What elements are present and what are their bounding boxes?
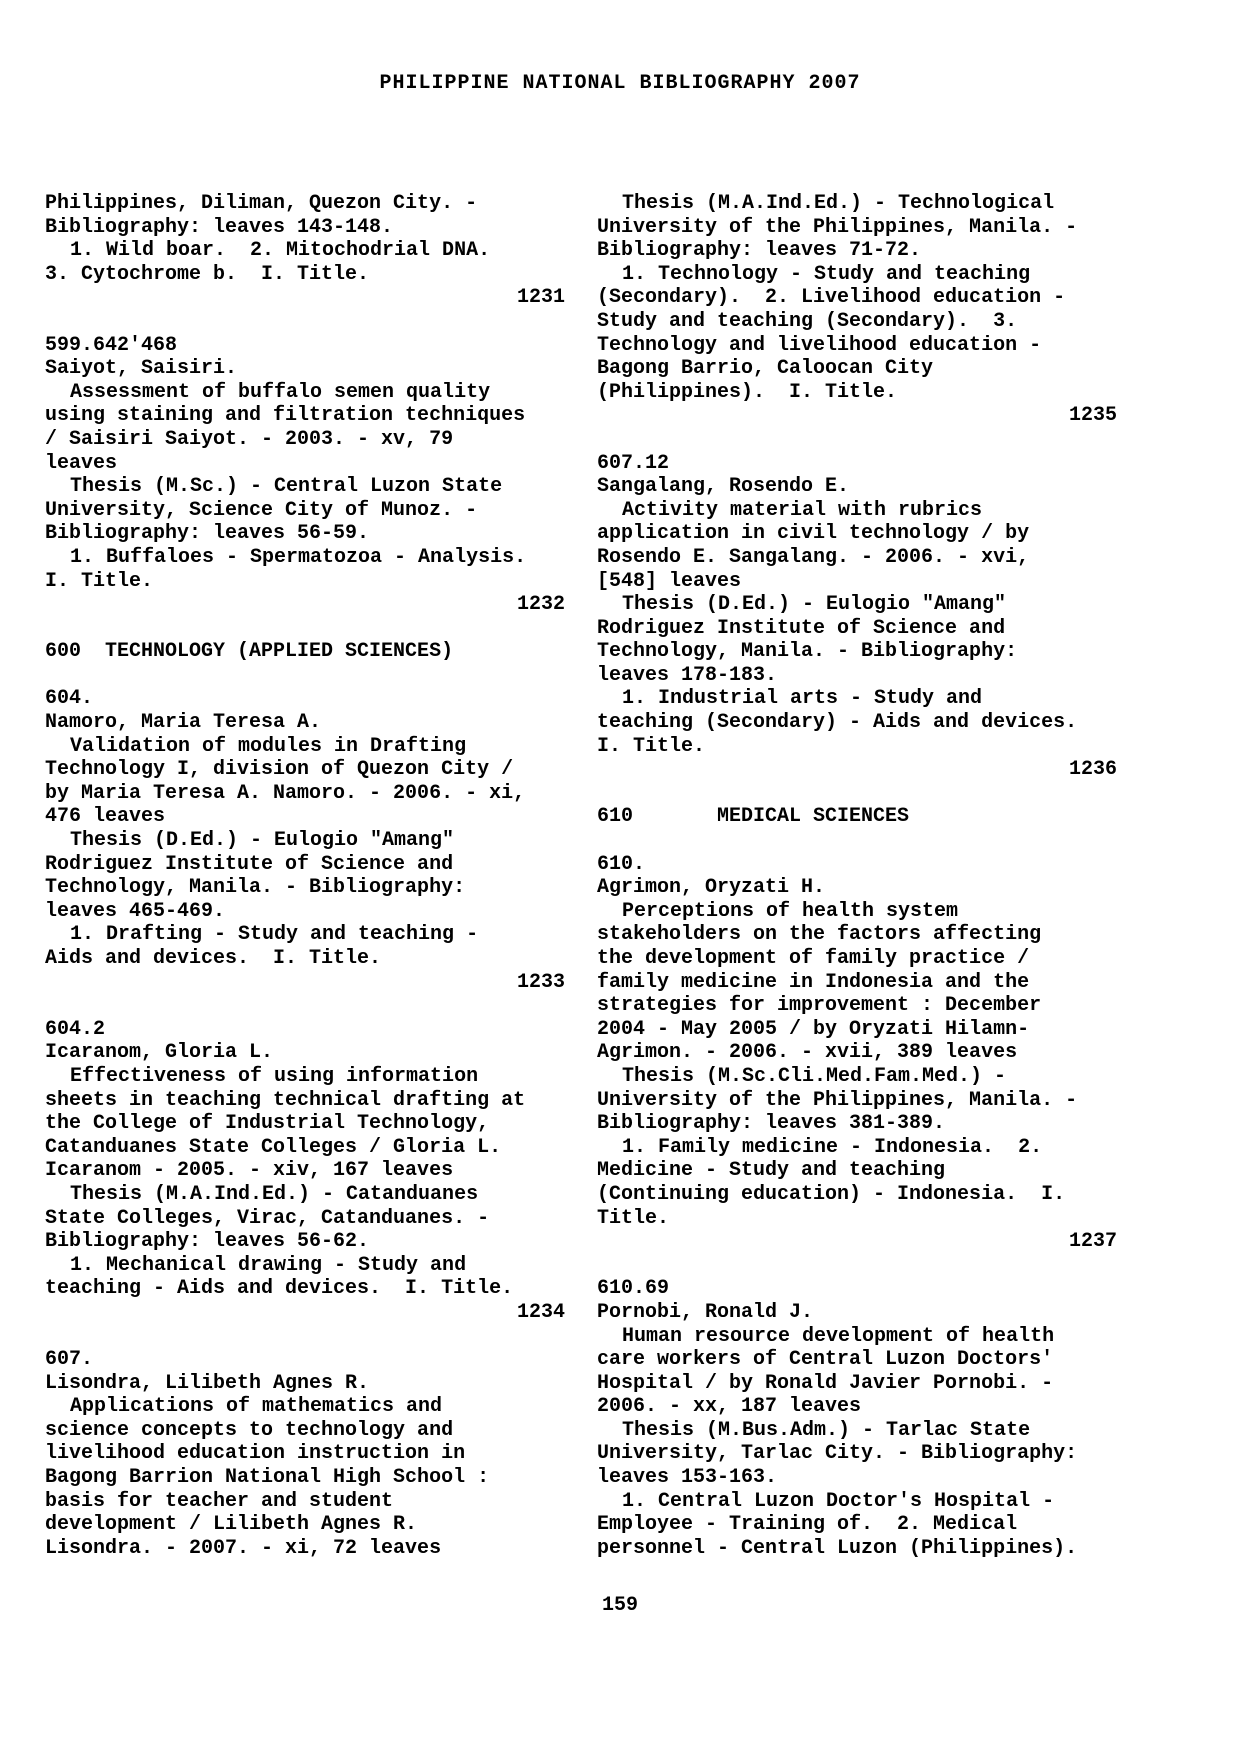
right-column <box>597 192 1117 1560</box>
class-number: 599.642'468 <box>45 333 178 357</box>
title-line: the development of family practice / <box>597 947 1030 970</box>
title-line: Assessment of buffalo semen quality <box>70 380 491 404</box>
thesis-note: University of the Philippines, Manila. - <box>597 215 1078 239</box>
thesis-note: Thesis (M.Sc.) - Central Luzon State <box>70 475 503 499</box>
title-line: family medicine in Indonesia and the <box>597 970 1030 994</box>
entry-line: Philippines, Diliman, Quezon City. - <box>45 192 478 215</box>
subject-line: teaching - Aids and devices. I. Title. <box>45 1277 514 1301</box>
entry-number: 1234 <box>516 1300 565 1324</box>
thesis-note: University, Tarlac City. - Bibliography: <box>597 1442 1078 1466</box>
thesis-note: Bibliography: leaves 381-389. <box>597 1112 946 1136</box>
thesis-note: Technology, Manila. - Bibliography: <box>45 876 466 900</box>
entry-1235-start <box>45 1348 565 1560</box>
title-line: using staining and filtration techniques <box>45 404 526 428</box>
entry-1231 <box>45 192 565 310</box>
title-line: by Maria Teresa A. Namoro. - 2006. - xi, <box>45 781 526 805</box>
title-line: Agrimon. - 2006. - xvii, 389 leaves <box>597 1041 1018 1065</box>
title-line: Human resource development of health <box>622 1324 1055 1348</box>
title-line: 2004 - May 2005 / by Oryzati Hilamn- <box>597 1017 1030 1041</box>
class-number: 610. <box>597 852 646 876</box>
thesis-note: Rodriguez Institute of Science and <box>45 852 454 876</box>
page-header: PHILIPPINE NATIONAL BIBLIOGRAPHY 2007 <box>379 72 861 95</box>
title-line: Perceptions of health system <box>622 899 959 923</box>
thesis-note: Rodriguez Institute of Science and <box>597 616 1006 640</box>
subject-line: 1. Buffaloes - Spermatozoa - Analysis. <box>70 545 527 569</box>
subject-line: Technology and livelihood education - <box>597 333 1042 357</box>
entry-line: Bibliography: leaves 143-148. <box>45 215 394 239</box>
subject-line: (Secondary). 2. Livelihood education - <box>597 286 1066 310</box>
thesis-note: Technology, Manila. - Bibliography: <box>597 640 1018 664</box>
subject-line: 1. Drafting - Study and teaching - <box>70 923 479 947</box>
thesis-note: Thesis (M.A.Ind.Ed.) - Technological <box>622 192 1055 215</box>
section-heading-610: 610 MEDICAL SCIENCES <box>597 805 910 829</box>
class-number: 604.2 <box>45 1017 106 1041</box>
thesis-note: University of the Philippines, Manila. - <box>597 1088 1078 1112</box>
author-heading: Namoro, Maria Teresa A. <box>45 711 322 735</box>
subject-line: 1. Central Luzon Doctor's Hospital - <box>622 1489 1055 1513</box>
left-column <box>45 192 565 1560</box>
entry-number: 1235 <box>1068 404 1117 428</box>
title-line: basis for teacher and student <box>45 1489 394 1513</box>
title-line: the College of Industrial Technology, <box>45 1112 490 1136</box>
title-line: livelihood education instruction in <box>45 1442 466 1466</box>
subject-line: I. Title. <box>597 734 706 758</box>
subject-line: Bagong Barrio, Caloocan City <box>597 357 934 381</box>
title-line: Hospital / by Ronald Javier Pornobi. - <box>597 1371 1054 1395</box>
title-line: / Saisiri Saiyot. - 2003. - xv, 79 <box>45 427 454 451</box>
entry-1235-end <box>597 192 1117 428</box>
subject-line: 1. Technology - Study and teaching <box>622 262 1031 286</box>
title-line: Bagong Barrion National High School : <box>45 1466 490 1490</box>
subject-line: 1. Mechanical drawing - Study and <box>70 1253 467 1277</box>
title-line: 2006. - xx, 187 leaves <box>597 1395 862 1419</box>
title-line: 476 leaves <box>45 805 166 829</box>
entry-1237 <box>597 853 1117 1254</box>
title-line: Activity material with rubrics <box>622 498 983 522</box>
entry-number: 1232 <box>516 593 565 617</box>
entry-1234 <box>45 1018 565 1325</box>
thesis-note: Thesis (D.Ed.) - Eulogio "Amang" <box>70 829 455 853</box>
subject-line: teaching (Secondary) - Aids and devices. <box>597 711 1078 735</box>
thesis-note: Thesis (M.Sc.Cli.Med.Fam.Med.) - <box>622 1064 1007 1088</box>
title-line: care workers of Central Luzon Doctors' <box>597 1348 1054 1372</box>
author-heading: Agrimon, Oryzati H. <box>597 876 826 900</box>
section-heading-600: 600 TECHNOLOGY (APPLIED SCIENCES) <box>45 640 454 664</box>
thesis-note: Thesis (M.Bus.Adm.) - Tarlac State <box>622 1418 1031 1442</box>
thesis-note: Bibliography: leaves 56-59. <box>45 522 370 546</box>
entry-1236 <box>597 452 1117 782</box>
entry-number: 1231 <box>516 286 565 310</box>
title-line: leaves <box>45 451 118 475</box>
title-line: Applications of mathematics and <box>70 1395 443 1419</box>
subject-line: 3. Cytochrome b. I. Title. <box>45 262 370 286</box>
title-line: Effectiveness of using information <box>70 1064 479 1088</box>
title-line: application in civil technology / by <box>597 522 1030 546</box>
author-heading: Pornobi, Ronald J. <box>597 1300 814 1324</box>
thesis-note: Thesis (D.Ed.) - Eulogio "Amang" <box>622 593 1007 617</box>
subject-line: 1. Wild boar. 2. Mitochodrial DNA. <box>70 239 491 263</box>
title-line: strategies for improvement : December <box>597 994 1042 1018</box>
class-number: 607.12 <box>597 451 670 475</box>
title-line: Rosendo E. Sangalang. - 2006. - xvi, <box>597 545 1030 569</box>
class-number: 607. <box>45 1348 94 1372</box>
title-line: Validation of modules in Drafting <box>70 734 467 758</box>
title-line: [548] leaves <box>597 569 742 593</box>
subject-line: Study and teaching (Secondary). 3. <box>597 309 1018 333</box>
title-line: sheets in teaching technical drafting at <box>45 1088 526 1112</box>
title-line: Catanduanes State Colleges / Gloria L. <box>45 1135 502 1159</box>
subject-line: Aids and devices. I. Title. <box>45 947 382 970</box>
author-heading: Sangalang, Rosendo E. <box>597 475 850 499</box>
subject-line: 1. Family medicine - Indonesia. 2. <box>622 1135 1043 1159</box>
entry-number: 1237 <box>1068 1230 1117 1254</box>
author-heading: Saiyot, Saisiri. <box>45 357 238 381</box>
page-number: 159 <box>601 1594 638 1617</box>
entry-1233 <box>45 687 565 994</box>
thesis-note: University, Science City of Munoz. - <box>45 498 478 522</box>
thesis-note: leaves 153-163. <box>597 1466 778 1490</box>
title-line: science concepts to technology and <box>45 1418 454 1442</box>
subject-line: Employee - Training of. 2. Medical <box>597 1513 1018 1537</box>
subject-line: I. Title. <box>45 569 154 593</box>
title-line: stakeholders on the factors affecting <box>597 923 1042 947</box>
thesis-note: leaves 465-469. <box>45 899 226 923</box>
entry-number: 1233 <box>516 970 565 994</box>
thesis-note: leaves 178-183. <box>597 663 778 687</box>
subject-line: personnel - Central Luzon (Philippines). <box>597 1536 1078 1560</box>
subject-line: 1. Industrial arts - Study and <box>622 687 983 711</box>
class-number: 604. <box>45 687 94 711</box>
title-line: development / Lilibeth Agnes R. <box>45 1513 418 1537</box>
thesis-note: Bibliography: leaves 71-72. <box>597 239 922 263</box>
class-number: 610.69 <box>597 1277 670 1301</box>
entry-number: 1236 <box>1068 758 1117 782</box>
subject-line: Medicine - Study and teaching <box>597 1159 946 1183</box>
thesis-note: State Colleges, Virac, Catanduanes. - <box>45 1206 490 1230</box>
thesis-note: Bibliography: leaves 56-62. <box>45 1230 370 1254</box>
subject-line: Title. <box>597 1206 670 1230</box>
title-line: Technology I, division of Quezon City / <box>45 758 514 782</box>
subject-line: (Philippines). I. Title. <box>597 380 898 404</box>
title-line: Lisondra. - 2007. - xi, 72 leaves <box>45 1536 442 1560</box>
subject-line: (Continuing education) - Indonesia. I. <box>597 1182 1066 1206</box>
entry-1232 <box>45 334 565 617</box>
title-line: Icaranom - 2005. - xiv, 167 leaves <box>45 1159 454 1183</box>
thesis-note: Thesis (M.A.Ind.Ed.) - Catanduanes <box>70 1182 479 1206</box>
entry-1238-start <box>597 1277 1117 1560</box>
author-heading: Icaranom, Gloria L. <box>45 1041 274 1065</box>
author-heading: Lisondra, Lilibeth Agnes R. <box>45 1371 370 1395</box>
